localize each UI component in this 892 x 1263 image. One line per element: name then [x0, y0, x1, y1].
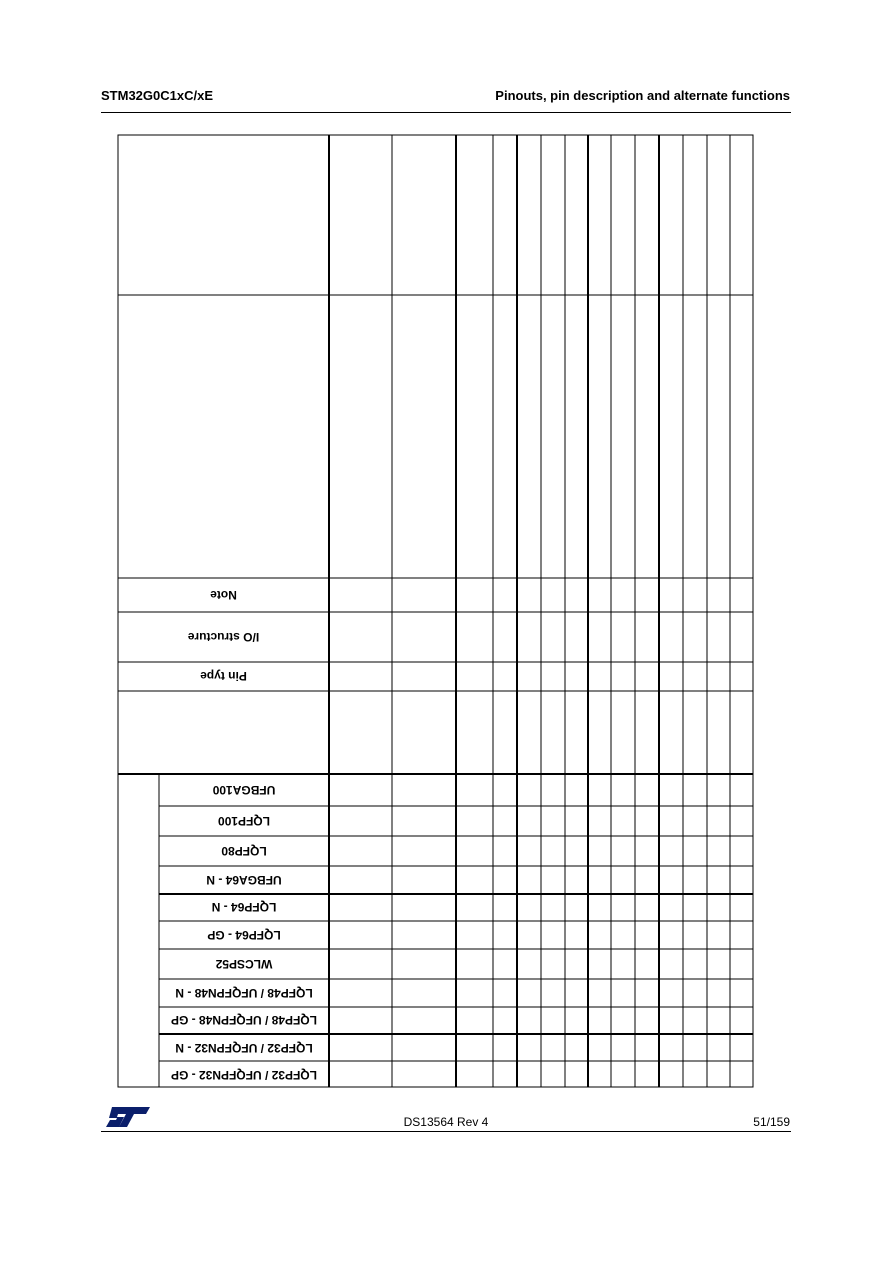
- note-label: Note: [210, 588, 237, 602]
- package-label-lqfp80: LQFP80: [221, 844, 267, 858]
- package-label-wlcsp52: WLCSP52: [215, 957, 273, 971]
- package-label-ufbga100: UFBGA100: [212, 783, 276, 797]
- footer-rule: [101, 1131, 791, 1132]
- package-label-lqfp32-gp: LQFP32 / UFQFPN32 - GP: [170, 1068, 318, 1082]
- pin-type-label: Pin type: [200, 669, 247, 683]
- document-title: STM32G0C1xC/xE: [101, 88, 213, 103]
- io-structure-label: I/O structure: [187, 630, 260, 644]
- package-label-lqfp48-n: LQFP48 / UFQFPN48 - N: [175, 986, 313, 1000]
- package-label-lqfp64-n: LQFP64 - N: [211, 900, 277, 914]
- package-label-ufbga64-n: UFBGA64 - N: [206, 873, 282, 887]
- package-label-lqfp32-n: LQFP32 / UFQFPN32 - N: [175, 1041, 313, 1055]
- section-title: Pinouts, pin description and alternate functions: [495, 88, 790, 103]
- package-label-lqfp48-gp: LQFP48 / UFQFPN48 - GP: [170, 1013, 318, 1027]
- document-id: DS13564 Rev 4: [403, 1115, 489, 1129]
- page-number: 51/159: [753, 1115, 790, 1129]
- package-label-lqfp100: LQFP100: [217, 814, 271, 828]
- package-label-lqfp64-gp: LQFP64 - GP: [207, 928, 281, 942]
